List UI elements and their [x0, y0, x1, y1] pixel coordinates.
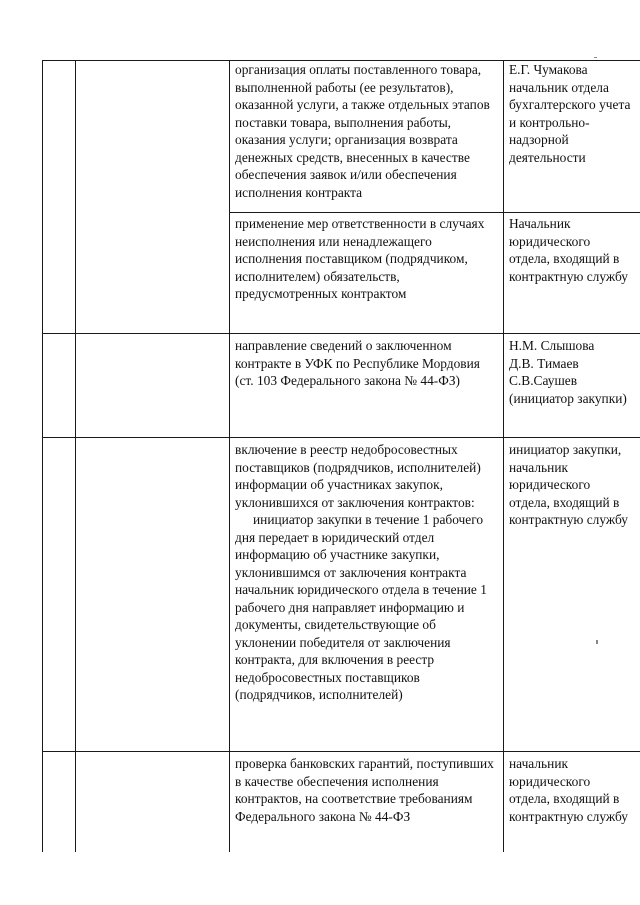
table-row	[509, 215, 634, 285]
table-row	[235, 337, 499, 390]
task-text: проверка банковских гарантий, поступивших в качестве обеспечения исполнения контрактов, на соответствие требованиям Федерального закона № 44-ФЗ	[235, 756, 494, 824]
row-divider-1	[229, 212, 640, 213]
table-border-left	[42, 60, 43, 852]
table-row	[509, 755, 634, 825]
column-divider-3	[503, 60, 504, 852]
task-text: направление сведений о заключенном контракте в УФК по Республике Мордовия (ст. 103 Федерального закона № 44-ФЗ)	[235, 338, 480, 388]
table-row	[509, 441, 634, 529]
responsible-text: Начальник юридического отдела, входящий в контрактную службу	[509, 216, 628, 284]
responsible-name: Д.В. Тимаев	[509, 355, 579, 371]
table-row	[235, 61, 499, 201]
table-row	[509, 337, 634, 407]
table-row	[509, 61, 634, 166]
task-intro: включение в реестр недобросовестных поставщиков (подрядчиков, исполнителей) информации об участниках закупок, уклонившихся от заключения контрактов:	[235, 442, 481, 510]
scan-speck	[594, 57, 597, 58]
task-step: начальник юридического отдела в течение 1 рабочего дня направляет информацию и документы, свидетельствующие об уклонении победителя от заключения контракта, для включения в реестр недобросовестных поставщиков (подрядчиков, исполнителей)	[235, 582, 487, 702]
responsible-text: Е.Г. Чумакова начальник отдела бухгалтерского учета и контрольно-надзорной деятельности	[509, 62, 631, 165]
row-divider-3	[42, 437, 640, 438]
responsible-text: инициатор закупки, начальник юридического отдела, входящий в контрактную службу	[509, 442, 628, 527]
column-divider-1	[75, 60, 76, 852]
table-row	[235, 441, 499, 704]
task-text: организация оплаты поставленного товара, выполненной работы (ее результатов), оказанной услуги, а также отдельных этапов поставки товара, выполнения работы, оказания услуги; организация возврата денежных средств, внесенных в качестве обеспечения заявок и/или обеспечения исполнения контракта	[235, 62, 490, 200]
row-divider-2	[42, 333, 640, 334]
responsible-text: начальник юридического отдела, входящий в контрактную службу	[509, 756, 628, 824]
task-text: применение мер ответственности в случаях неисполнения или ненадлежащего исполнения поставщиком (подрядчиком, исполнителем) обязательств, предусмотренных контрактом	[235, 216, 485, 301]
scan-speck	[596, 640, 598, 644]
table-row	[235, 215, 499, 303]
responsible-name: С.В.Саушев	[509, 373, 578, 388]
responsible-note: (инициатор закупки)	[509, 390, 627, 406]
row-divider-4	[42, 751, 640, 752]
task-step: инициатор закупки в течение 1 рабочего дня передает в юридический отдел информацию об участнике закупки, уклонившимся от заключения контракта	[235, 512, 484, 580]
responsible-name: Н.М. Слышова	[509, 338, 595, 353]
column-divider-2	[229, 60, 230, 852]
table-row	[235, 755, 499, 825]
